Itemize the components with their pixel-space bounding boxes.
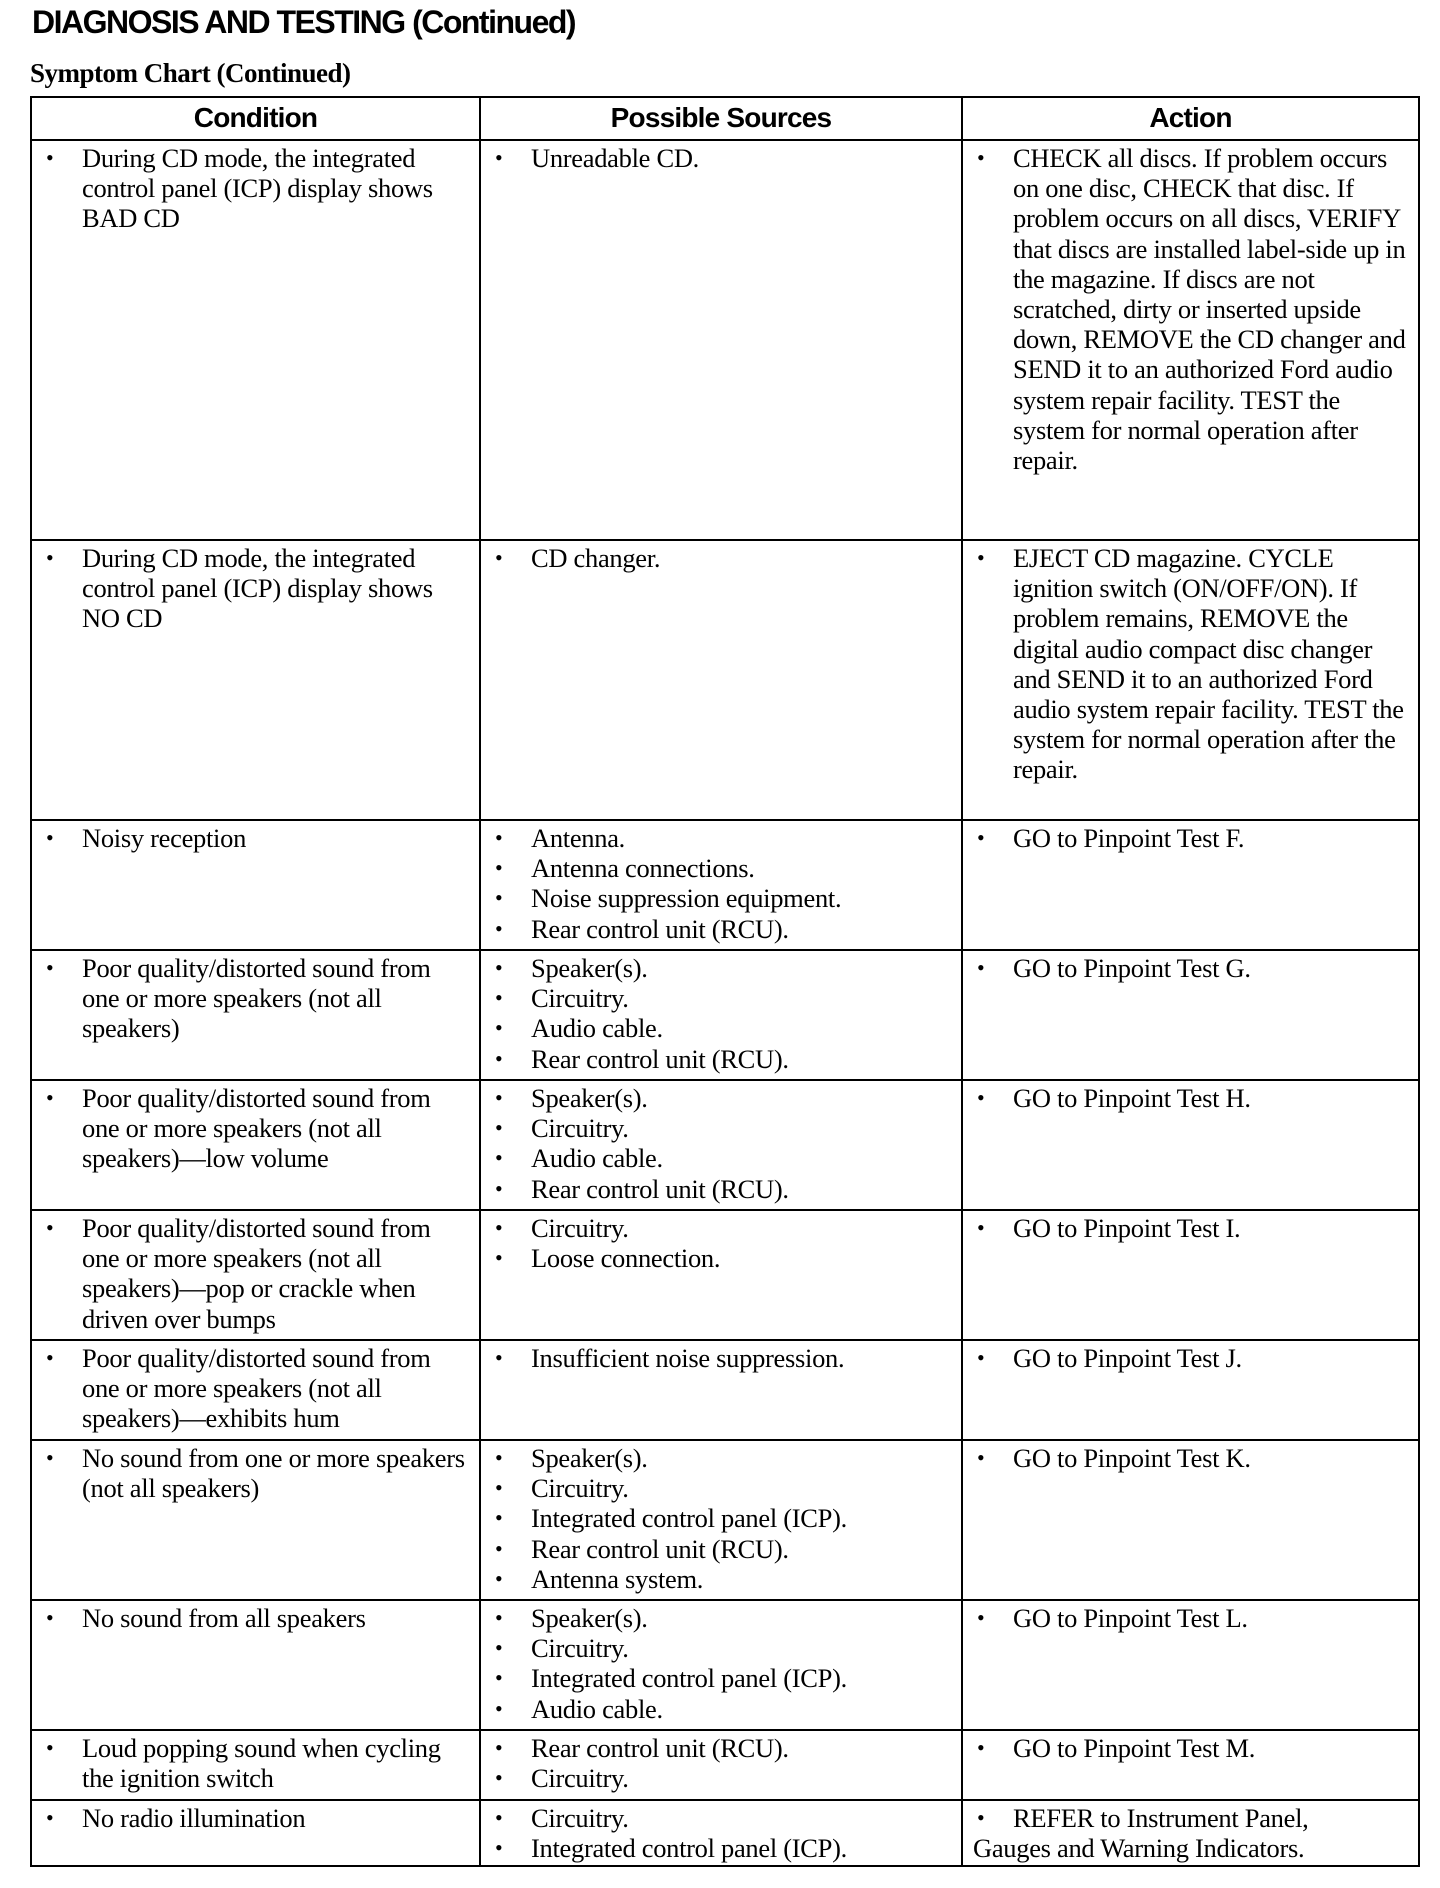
possible-source-item: • Circuitry. <box>491 1213 955 1243</box>
condition-text: • Noisy reception <box>42 823 473 853</box>
action-list <box>973 1213 1412 1243</box>
condition-cell <box>31 1600 480 1730</box>
possible-source-item: • Audio cable. <box>491 1013 955 1043</box>
action-list <box>973 143 1412 475</box>
possible-sources-cell <box>480 950 962 1080</box>
action-list <box>973 953 1412 983</box>
condition-cell <box>31 820 480 950</box>
condition-list <box>42 1443 473 1503</box>
possible-source-item: • Rear control unit (RCU). <box>491 1733 955 1763</box>
possible-source-item: • Speaker(s). <box>491 953 955 983</box>
possible-source-item: • Circuitry. <box>491 1763 955 1793</box>
table-row <box>31 820 1419 950</box>
condition-cell <box>31 140 480 540</box>
table-row <box>31 540 1419 820</box>
action-list <box>973 1803 1412 1833</box>
condition-text: • Poor quality/distorted sound from one or more speakers (not all speakers)—low volume <box>42 1083 473 1174</box>
condition-list <box>42 1343 473 1434</box>
condition-text: • No sound from all speakers <box>42 1603 473 1633</box>
possible-source-item: • Unreadable CD. <box>491 143 955 173</box>
action-text: • REFER to Instrument Panel, <box>973 1803 1412 1833</box>
action-text: • GO to Pinpoint Test F. <box>973 823 1412 853</box>
possible-source-item: • Rear control unit (RCU). <box>491 1044 955 1074</box>
condition-cell <box>31 1800 480 1866</box>
symptom-chart-table <box>30 96 1420 1867</box>
condition-text: • Loud popping sound when cycling the ignition switch <box>42 1733 473 1793</box>
table-row <box>31 1730 1419 1800</box>
possible-sources-cell <box>480 1730 962 1800</box>
action-text: • GO to Pinpoint Test G. <box>973 953 1412 983</box>
condition-list <box>42 1733 473 1793</box>
condition-text: • Poor quality/distorted sound from one or more speakers (not all speakers) <box>42 953 473 1044</box>
condition-cell <box>31 1210 480 1340</box>
possible-sources-list <box>491 1603 955 1724</box>
possible-source-item: • Speaker(s). <box>491 1443 955 1473</box>
condition-list <box>42 1083 473 1174</box>
possible-sources-list <box>491 1083 955 1204</box>
action-text: • GO to Pinpoint Test K. <box>973 1443 1412 1473</box>
possible-sources-list <box>491 953 955 1074</box>
condition-text: • During CD mode, the integrated control panel (ICP) display shows NO CD <box>42 543 473 634</box>
possible-source-item: • Circuitry. <box>491 1113 955 1143</box>
column-header-possible-sources: Possible Sources <box>480 97 962 140</box>
table-row <box>31 1080 1419 1210</box>
possible-source-item: • Rear control unit (RCU). <box>491 1534 955 1564</box>
table-row <box>31 950 1419 1080</box>
possible-source-item: • Rear control unit (RCU). <box>491 914 955 944</box>
condition-cell <box>31 1440 480 1600</box>
action-cell <box>962 1730 1419 1800</box>
table-row <box>31 1210 1419 1340</box>
possible-source-item: • Antenna system. <box>491 1564 955 1594</box>
chart-title: Symptom Chart (Continued) <box>30 58 351 88</box>
possible-source-item: • Antenna. <box>491 823 955 853</box>
action-cell <box>962 950 1419 1080</box>
possible-source-item: • Circuitry. <box>491 983 955 1013</box>
possible-sources-list <box>491 1803 955 1863</box>
action-list <box>973 1343 1412 1373</box>
possible-source-item: • Rear control unit (RCU). <box>491 1174 955 1204</box>
condition-cell <box>31 1730 480 1800</box>
possible-sources-list <box>491 543 955 573</box>
condition-text: • No radio illumination <box>42 1803 473 1833</box>
possible-source-item: • Integrated control panel (ICP). <box>491 1663 955 1693</box>
condition-list <box>42 1803 473 1833</box>
possible-source-item: • Speaker(s). <box>491 1083 955 1113</box>
action-cell <box>962 1080 1419 1210</box>
possible-source-item: • Integrated control panel (ICP). <box>491 1503 955 1533</box>
possible-sources-cell <box>480 820 962 950</box>
condition-text: • No sound from one or more speakers (not all speakers) <box>42 1443 473 1503</box>
action-list <box>973 1733 1412 1763</box>
possible-sources-cell <box>480 140 962 540</box>
condition-text: • Poor quality/distorted sound from one or more speakers (not all speakers)—pop or crackle when driven over bumps <box>42 1213 473 1334</box>
possible-sources-cell <box>480 1210 962 1340</box>
possible-source-item: • Circuitry. <box>491 1473 955 1503</box>
possible-sources-cell <box>480 1340 962 1440</box>
possible-source-item: • Speaker(s). <box>491 1603 955 1633</box>
possible-source-item: • Insufficient noise suppression. <box>491 1343 955 1373</box>
condition-cell <box>31 1340 480 1440</box>
possible-sources-list <box>491 1213 955 1273</box>
action-cell <box>962 1210 1419 1340</box>
action-list <box>973 543 1412 785</box>
possible-sources-cell <box>480 1600 962 1730</box>
condition-list <box>42 143 473 234</box>
table-row <box>31 1600 1419 1730</box>
action-list <box>973 1443 1412 1473</box>
condition-cell <box>31 950 480 1080</box>
possible-sources-list <box>491 1343 955 1373</box>
action-list <box>973 1083 1412 1113</box>
action-cell <box>962 540 1419 820</box>
action-text: • GO to Pinpoint Test H. <box>973 1083 1412 1113</box>
condition-text: • During CD mode, the integrated control panel (ICP) display shows BAD CD <box>42 143 473 234</box>
column-header-action: Action <box>962 97 1419 140</box>
action-text: • GO to Pinpoint Test M. <box>973 1733 1412 1763</box>
possible-sources-list <box>491 1443 955 1594</box>
possible-source-item: • CD changer. <box>491 543 955 573</box>
action-text: • GO to Pinpoint Test J. <box>973 1343 1412 1373</box>
action-text: • CHECK all discs. If problem occurs on one disc, CHECK that disc. If problem occurs on all discs, VERIFY that discs are installed label-side up in the magazine. If discs are not scratched, dirty or inserted upside down, REMOVE the CD changer and SEND it to an authorized Ford audio system repair facility. TEST the system for normal operation after repair. <box>973 143 1412 475</box>
possible-source-item: • Circuitry. <box>491 1633 955 1663</box>
possible-source-item: • Audio cable. <box>491 1143 955 1173</box>
possible-source-item: • Audio cable. <box>491 1694 955 1724</box>
action-cell <box>962 1600 1419 1730</box>
action-cell <box>962 1340 1419 1440</box>
column-header-condition: Condition <box>31 97 480 140</box>
action-text: • EJECT CD magazine. CYCLE ignition switch (ON/OFF/ON). If problem remains, REMOVE the digital audio compact disc changer and SEND it to an authorized Ford audio system repair facility. TEST the system for normal operation after the repair. <box>973 543 1412 785</box>
action-text-continued: Gauges and Warning Indicators. <box>973 1833 1305 1864</box>
possible-sources-cell <box>480 540 962 820</box>
possible-source-item: • Integrated control panel (ICP). <box>491 1833 955 1863</box>
possible-sources-list <box>491 143 955 173</box>
condition-cell <box>31 540 480 820</box>
condition-text: • Poor quality/distorted sound from one or more speakers (not all speakers)—exhibits hum <box>42 1343 473 1434</box>
condition-cell <box>31 1080 480 1210</box>
possible-sources-cell <box>480 1080 962 1210</box>
condition-list <box>42 1603 473 1633</box>
condition-list <box>42 823 473 853</box>
action-cell <box>962 1800 1419 1866</box>
table-header-row <box>31 97 1419 140</box>
possible-source-item: • Circuitry. <box>491 1803 955 1833</box>
possible-source-item: • Loose connection. <box>491 1243 955 1273</box>
possible-sources-list <box>491 1733 955 1793</box>
table-row <box>31 1340 1419 1440</box>
action-list <box>973 823 1412 853</box>
condition-list <box>42 543 473 634</box>
action-cell <box>962 820 1419 950</box>
possible-sources-cell <box>480 1800 962 1866</box>
possible-sources-cell <box>480 1440 962 1600</box>
table-row <box>31 140 1419 540</box>
condition-list <box>42 953 473 1044</box>
possible-source-item: • Antenna connections. <box>491 853 955 883</box>
possible-source-item: • Noise suppression equipment. <box>491 883 955 913</box>
action-text: • GO to Pinpoint Test I. <box>973 1213 1412 1243</box>
table-row <box>31 1440 1419 1600</box>
table-row <box>31 1800 1419 1866</box>
possible-sources-list <box>491 823 955 944</box>
table-body <box>31 140 1419 1866</box>
page-title: DIAGNOSIS AND TESTING (Continued) <box>32 4 576 40</box>
action-cell <box>962 1440 1419 1600</box>
condition-list <box>42 1213 473 1334</box>
action-list <box>973 1603 1412 1633</box>
action-cell <box>962 140 1419 540</box>
action-text: • GO to Pinpoint Test L. <box>973 1603 1412 1633</box>
